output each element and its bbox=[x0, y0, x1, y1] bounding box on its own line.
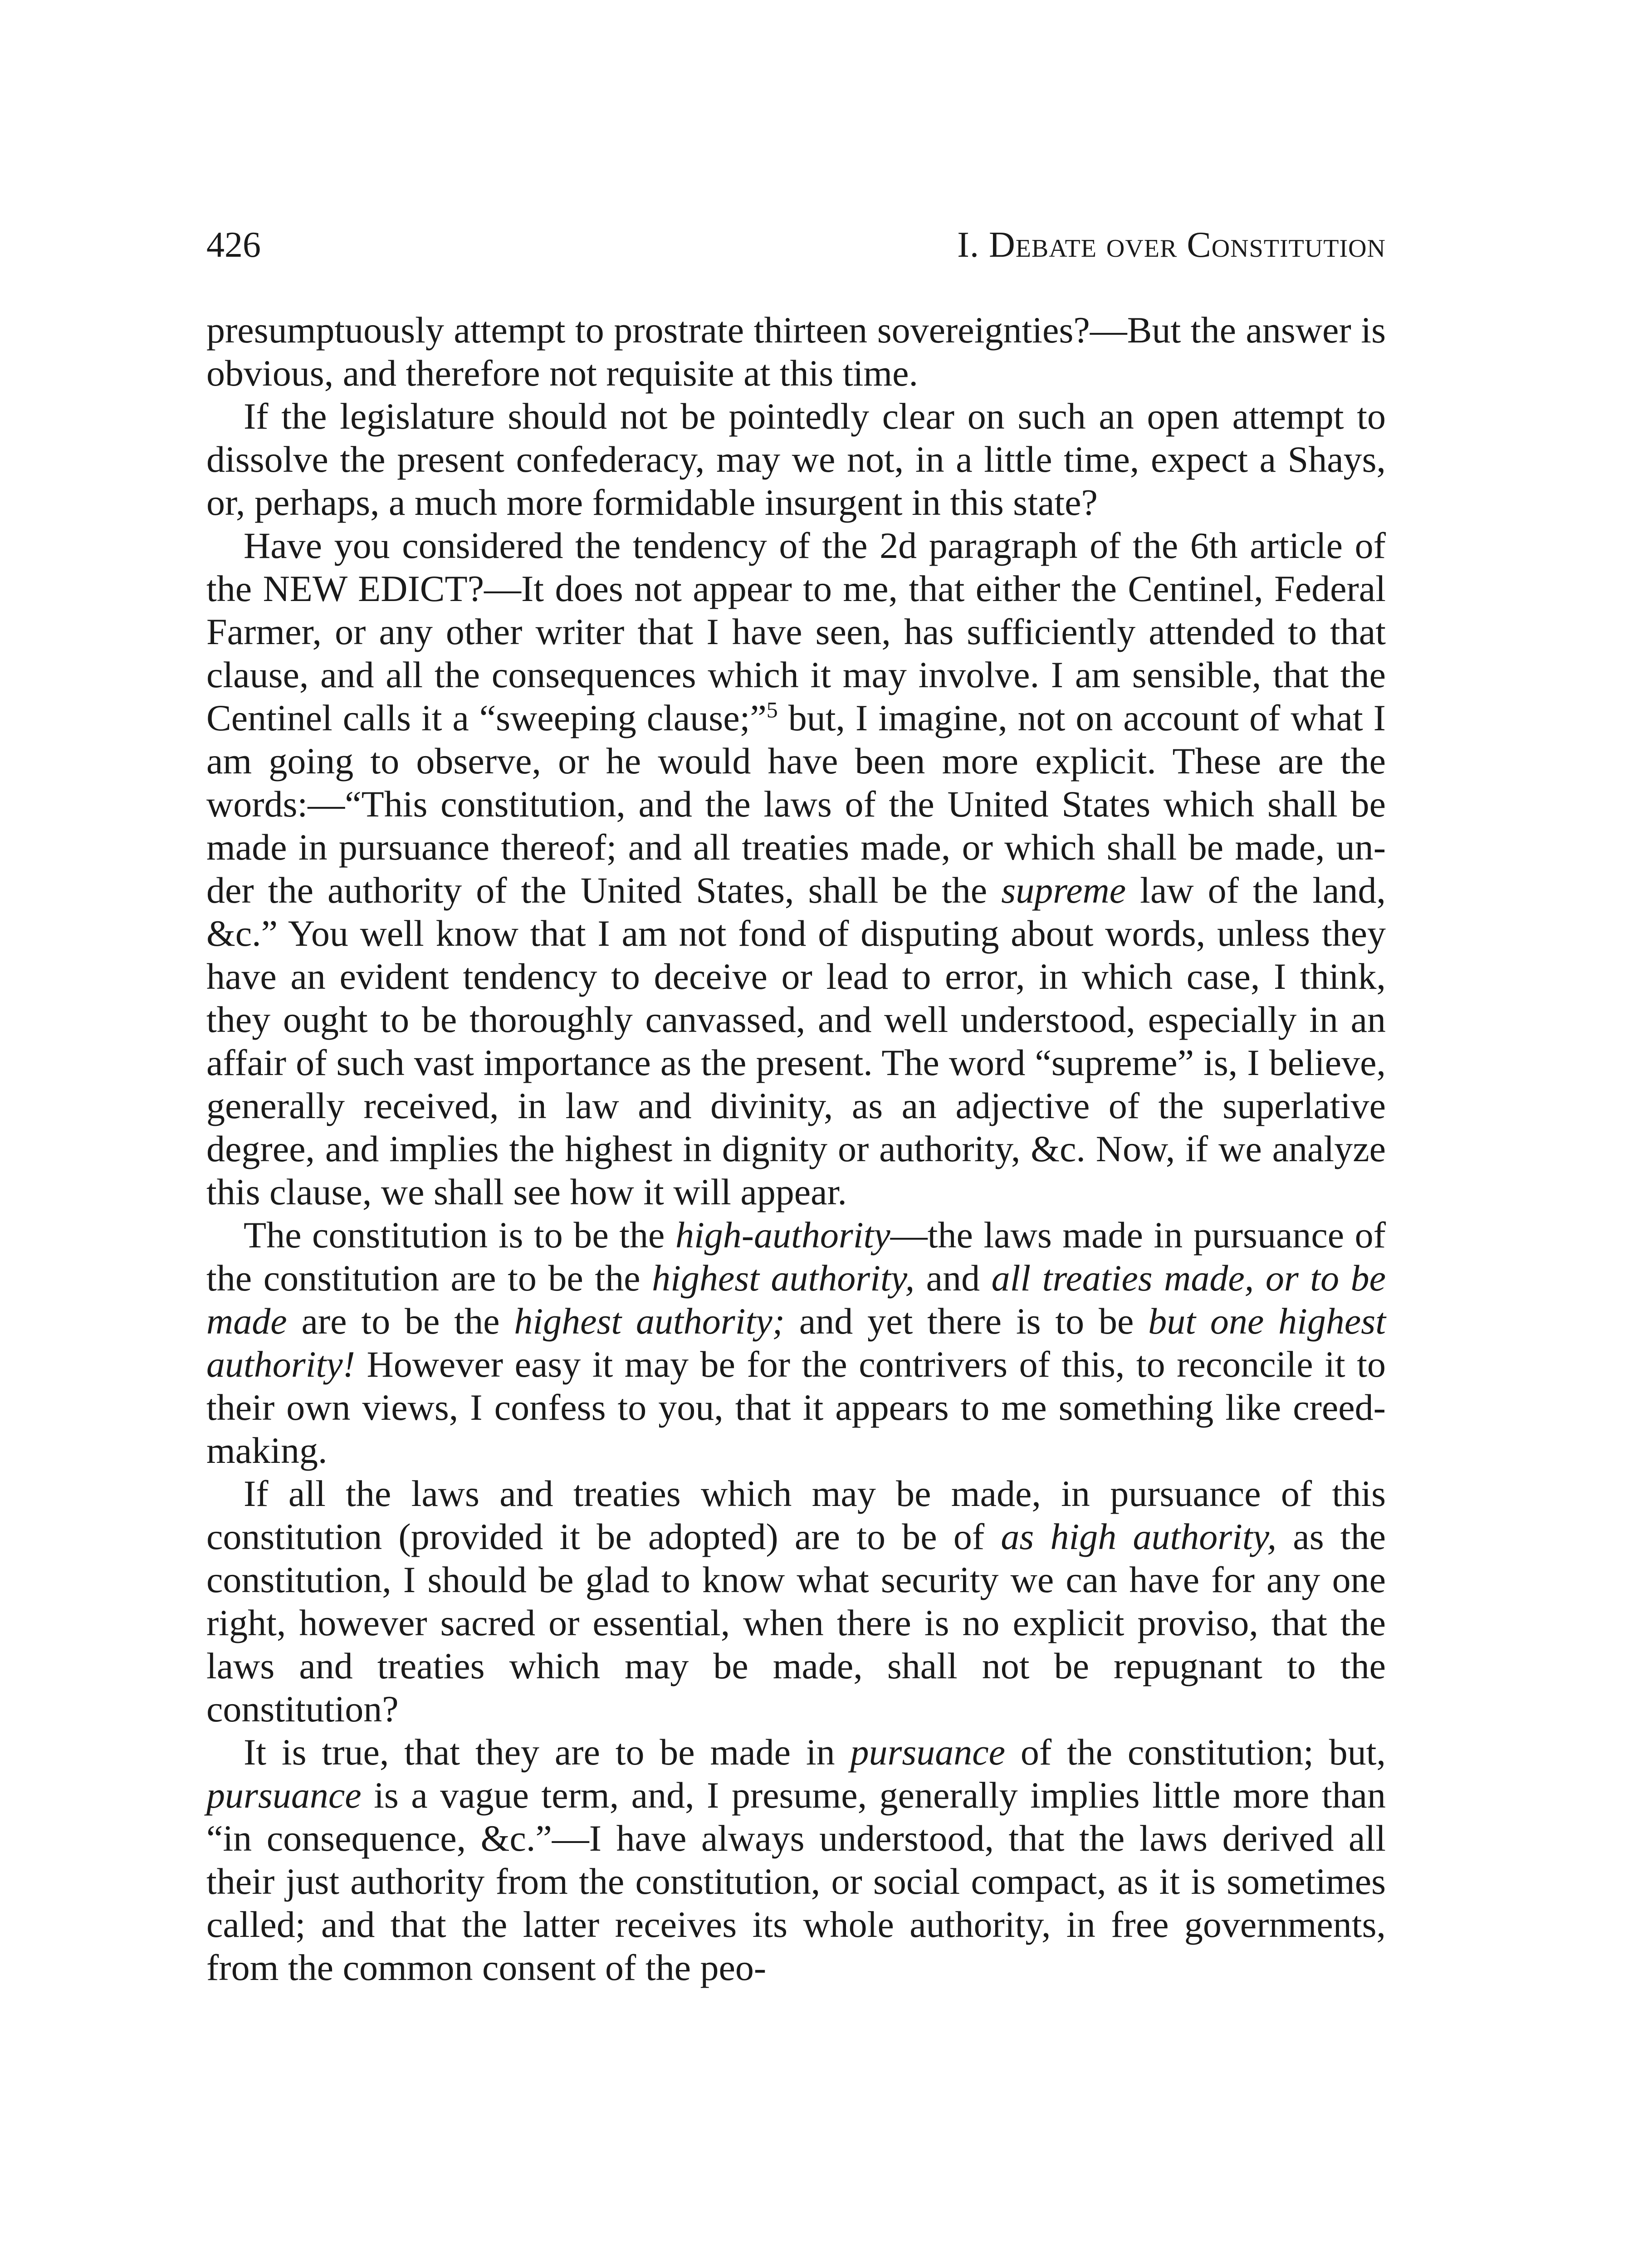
text-run: of the constitution; but, bbox=[1005, 1731, 1386, 1773]
paragraph bbox=[206, 1472, 1386, 1730]
italic-text: but one highest authority! bbox=[206, 1300, 1386, 1385]
body-text bbox=[206, 308, 1386, 1989]
italic-text: pursuance bbox=[206, 1774, 362, 1816]
paragraph bbox=[206, 395, 1386, 524]
running-title: I. Debate over Constitution bbox=[957, 225, 1386, 265]
italic-text: highest authority; bbox=[514, 1300, 785, 1342]
book-page bbox=[206, 218, 1386, 1989]
italic-text: all treaties made, or to be made bbox=[206, 1257, 1386, 1342]
text-run: If the legislature should not be pointedly clear on such an open attempt to dissolve the present confederacy, may we not, in a little time, expect a Shays, or, perhaps, a much more formidable insurgent in this state? bbox=[206, 396, 1386, 523]
text-run: presumptuously attempt to prostrate thirteen sovereignties?—But the answer is obvious, and therefore not requisite at this time. bbox=[206, 309, 1386, 394]
text-run: are to be the bbox=[287, 1300, 514, 1342]
text-run: but, I imagine, not on account of what I am going to observe, or he would have been more explicit. These are the words:—“This constitution, and the laws of the United States which shall be made in pursuance thereof; and all treaties made, or which shall be made, under the authority of the United States, shall be the bbox=[206, 697, 1386, 911]
text-run: is a vague term, and, I presume, generally implies little more than “in consequence, &c.”—I have always understood, that the laws derived all their just authority from the constitution, or social compact, as it is sometimes called; and that the latter receives its whole authority, in free governments, from the common consent of the peo- bbox=[206, 1774, 1386, 1988]
italic-text: supreme bbox=[1001, 870, 1126, 911]
text-run: as the constitution, I should be glad to know what security we can have for any one right, however sacred or essential, when there is no explicit proviso, that the laws and treaties which may be made, shall not be repugnant to the constitution? bbox=[206, 1516, 1386, 1730]
paragraph bbox=[206, 1730, 1386, 1989]
paragraph bbox=[206, 1213, 1386, 1472]
text-run: —the laws made in pursuance of the constitution are to be the bbox=[206, 1214, 1386, 1299]
page-number: 426 bbox=[206, 225, 261, 265]
text-run: However easy it may be for the contrivers of this, to reconcile it to their own views, I confess to you, that it appears to me something like creed-making. bbox=[206, 1344, 1386, 1471]
italic-text: as high authority, bbox=[1001, 1516, 1277, 1557]
text-run: Have you considered the tendency of the 2d paragraph of the 6th article of the NEW EDICT?—It does not appear to me, that either the Centinel, Federal Farmer, or any other writer that I have seen, has sufficiently attended to that clause, and all the consequences which it may involve. I am sensible, that the Centinel calls it a “sweeping clause;” bbox=[206, 525, 1386, 738]
running-head bbox=[206, 218, 1386, 268]
italic-text: pursuance bbox=[850, 1731, 1006, 1773]
text-run: and bbox=[914, 1257, 992, 1299]
footnote-marker: 5 bbox=[766, 697, 778, 723]
paragraph bbox=[206, 524, 1386, 1213]
text-run: and yet there is to be bbox=[785, 1300, 1149, 1342]
italic-text: highest authority, bbox=[652, 1257, 915, 1299]
text-run: It is true, that they are to be made in bbox=[244, 1731, 851, 1773]
text-run: law of the land, &c.” You well know that I am not fond of disputing about words, unless they have an evident tendency to deceive or lead to error, in which case, I think, they ought to be thoroughly canvassed, and well understood, especially in an affair of such vast importance as the present. The word “supreme” is, I believe, generally received, in law and divinity, as an adjective of the superlative degree, and implies the highest in dignity or authority, &c. Now, if we analyze this clause, we shall see how it will appear. bbox=[206, 870, 1386, 1212]
text-run: If all the laws and treaties which may be made, in pursuance of this constitution (provided it be adopted) are to be of bbox=[206, 1473, 1386, 1557]
paragraph bbox=[206, 308, 1386, 395]
text-run: The constitution is to be the bbox=[244, 1214, 675, 1256]
italic-text: high-authority bbox=[675, 1214, 890, 1256]
